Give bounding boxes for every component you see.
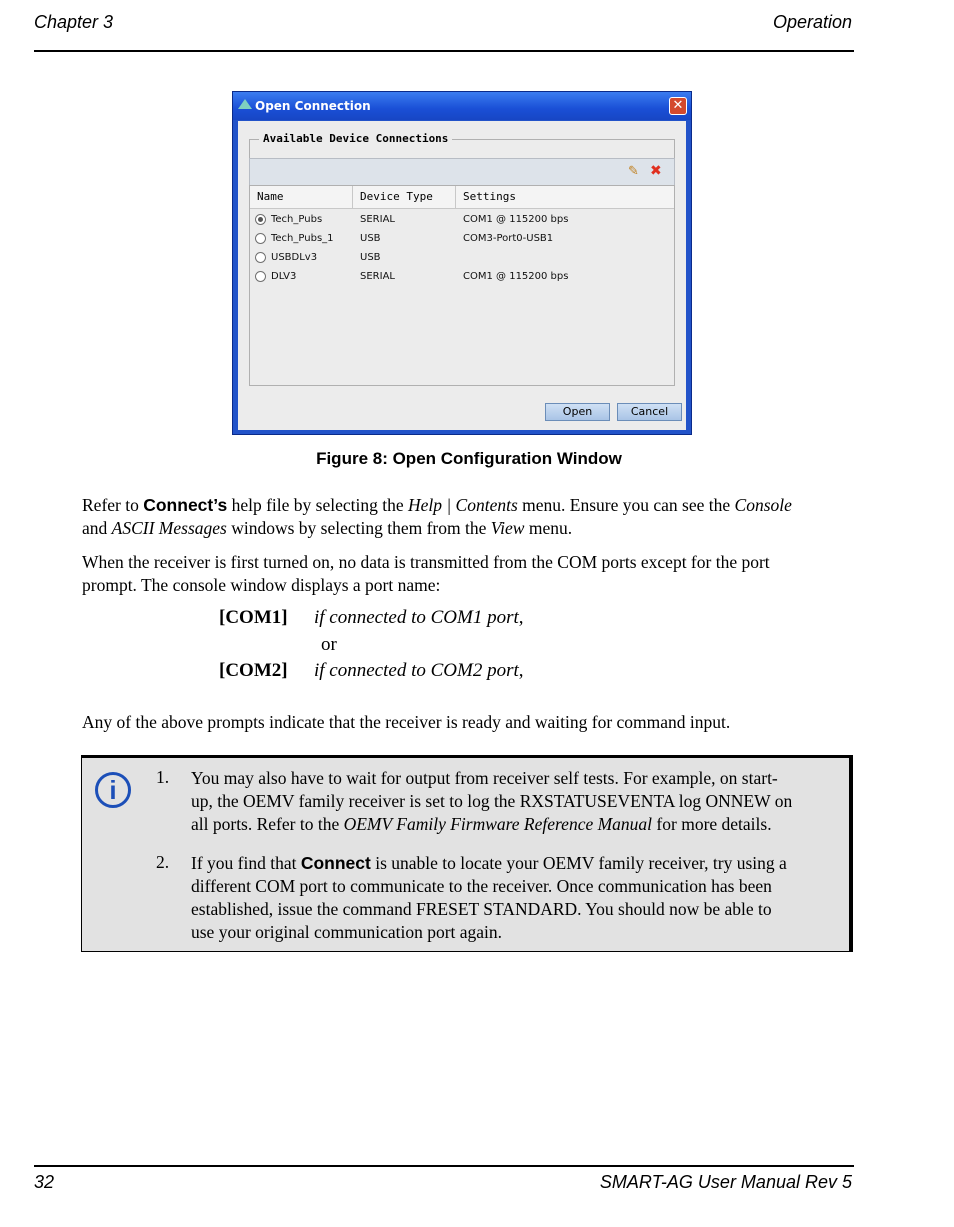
note-item-2 xyxy=(191,852,841,944)
paragraph-refer xyxy=(82,494,854,540)
table-header xyxy=(250,186,674,209)
cell-settings: COM1 @ 115200 bps xyxy=(463,271,569,282)
table-row[interactable] xyxy=(250,210,674,229)
note-item-1 xyxy=(191,767,841,836)
text-bold: Connect xyxy=(300,853,371,873)
cell-device-type: USB xyxy=(360,233,381,244)
column-header-settings[interactable]: Settings xyxy=(463,190,516,203)
prompt-com2-desc xyxy=(314,660,524,682)
text-line: up, the OEMV family receiver is set to log the RXSTATUSEVENTA log ONNEW on xyxy=(191,791,793,811)
cell-name: Tech_Pubs_1 xyxy=(271,233,334,244)
title-bar xyxy=(233,92,691,120)
note-number: 2. xyxy=(156,852,170,872)
connections-table xyxy=(249,185,675,386)
cell-device-type: SERIAL xyxy=(360,214,395,225)
cell-settings: COM1 @ 115200 bps xyxy=(463,214,569,225)
text-line xyxy=(191,813,841,836)
info-icon: i xyxy=(95,772,131,808)
text-italic: if connected to COM2 port xyxy=(314,660,519,681)
text: If you find that xyxy=(191,853,301,873)
cell-device-type: USB xyxy=(360,252,381,263)
text-bold: Connect’s xyxy=(143,495,228,515)
pencil-icon[interactable]: ✎ xyxy=(628,164,639,179)
text-italic: Console xyxy=(734,495,792,515)
text: , xyxy=(518,607,524,628)
text: , xyxy=(518,660,524,681)
cell-device-type: SERIAL xyxy=(360,271,395,282)
window-title: Open Connection xyxy=(255,99,371,113)
text-line: prompt. The console window displays a port name: xyxy=(82,575,441,595)
text-line: use your original communication port again. xyxy=(191,922,503,942)
text: Refer to xyxy=(82,495,144,515)
open-connection-window xyxy=(232,91,692,435)
cell-name: USBDLv3 xyxy=(271,252,318,263)
paragraph-receiver xyxy=(82,551,854,597)
text: is unable to locate your OEMV family receiver, try using a xyxy=(370,853,787,873)
note-number: 1. xyxy=(156,767,170,787)
text-line xyxy=(191,852,841,875)
cell-name: DLV3 xyxy=(271,271,297,282)
close-icon[interactable]: ✕ xyxy=(669,97,687,115)
text: all ports. Refer to the xyxy=(191,814,344,834)
text-line: established, issue the command FRESET STANDARD. You should now be able to xyxy=(191,899,772,919)
column-header-device-type[interactable]: Device Type xyxy=(353,186,456,208)
prompt-com2: [COM2] xyxy=(219,660,288,681)
dialog-client-area xyxy=(238,121,686,430)
text-italic: OEMV Family Firmware Reference Manual xyxy=(343,814,653,834)
text-italic: View xyxy=(490,518,525,538)
text: menu. xyxy=(524,518,573,538)
table-row[interactable] xyxy=(250,248,674,267)
text-line: different COM port to communicate to the receiver. Once communication has been xyxy=(191,876,772,896)
text: windows by selecting them from the xyxy=(226,518,491,538)
text-line: You may also have to wait for output from receiver self tests. For example, on start- xyxy=(191,768,778,788)
page-number: 32 xyxy=(34,1172,55,1192)
cell-name: Tech_Pubs xyxy=(271,214,323,225)
note-box xyxy=(81,755,853,952)
text: for more details. xyxy=(652,814,772,834)
text: and xyxy=(82,518,112,538)
column-header-name[interactable]: Name xyxy=(250,186,353,208)
radio-button[interactable] xyxy=(255,233,266,244)
open-button[interactable]: Open xyxy=(545,403,610,421)
prompt-com1: [COM1] xyxy=(219,607,288,628)
group-label: Available Device Connections xyxy=(259,132,452,145)
table-row[interactable] xyxy=(250,229,674,248)
cell-settings: COM3-Port0-USB1 xyxy=(463,233,554,244)
radio-button-selected[interactable] xyxy=(255,214,266,225)
table-row[interactable] xyxy=(250,267,674,286)
app-icon xyxy=(238,99,252,109)
text: help file by selecting the xyxy=(227,495,408,515)
cancel-button[interactable]: Cancel xyxy=(617,403,682,421)
footer-rule xyxy=(34,1165,854,1167)
delete-icon[interactable]: ✖ xyxy=(650,163,662,179)
section-label: Operation xyxy=(772,12,852,32)
paragraph-ready: Any of the above prompts indicate that the receiver is ready and waiting for command input. xyxy=(82,712,731,732)
header-rule xyxy=(34,50,854,52)
figure-caption: Figure 8: Open Configuration Window xyxy=(316,449,622,468)
text-line: When the receiver is first turned on, no data is transmitted from the COM ports except for the port xyxy=(82,552,770,572)
manual-title: SMART-AG User Manual Rev 5 xyxy=(599,1172,852,1192)
text-italic: Help | Contents xyxy=(407,495,518,515)
prompt-or: or xyxy=(321,634,337,655)
text-italic: if connected to COM1 port xyxy=(314,607,519,628)
radio-button[interactable] xyxy=(255,271,266,282)
radio-button[interactable] xyxy=(255,252,266,263)
chapter-label: Chapter 3 xyxy=(34,12,114,32)
text: menu. Ensure you can see the xyxy=(517,495,735,515)
connections-toolbar xyxy=(249,158,675,186)
text-italic: ASCII Messages xyxy=(111,518,227,538)
prompt-com1-desc xyxy=(314,607,524,629)
